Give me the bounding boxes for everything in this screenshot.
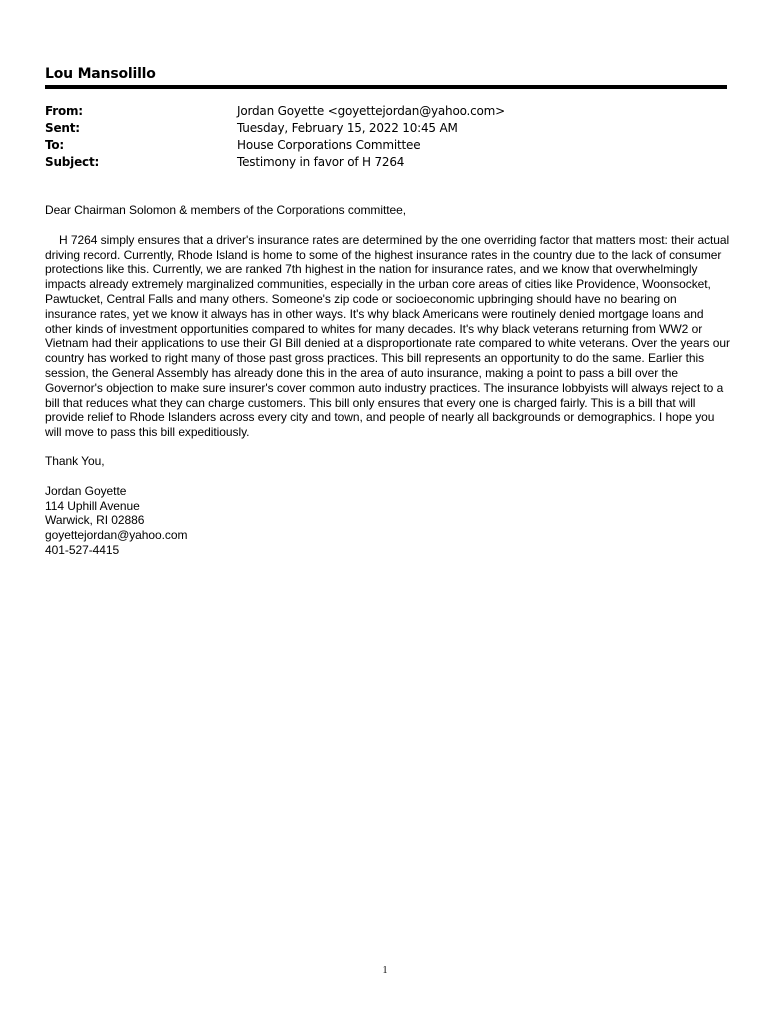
header-label-sent: Sent:	[45, 121, 80, 135]
signature-email: goyettejordan@yahoo.com	[45, 528, 188, 543]
header-row-sent	[45, 120, 705, 137]
email-headers	[45, 103, 705, 171]
header-value-from: Jordan Goyette <goyettejordan@yahoo.com>	[237, 104, 506, 118]
header-label-subject: Subject:	[45, 155, 100, 169]
signature-name: Jordan Goyette	[45, 483, 127, 498]
email-body	[45, 203, 730, 558]
signature-city: Warwick, RI 02886	[45, 513, 145, 528]
header-divider	[45, 85, 727, 89]
header-row-from	[45, 103, 705, 120]
signature-phone: 401-527-4415	[45, 542, 120, 557]
closing: Thank You,	[45, 453, 105, 468]
signature-street: 114 Uphill Avenue	[45, 498, 140, 513]
sender-name: Lou Mansolillo	[45, 66, 156, 82]
salutation: Dear Chairman Solomon & members of the Corporations committee,	[45, 203, 407, 217]
testimony-paragraph: H 7264 simply ensures that a driver's insurance rates are determined by the one overriding factor that matters most: their actual driving record. Currently, Rhode Island is home to some of the highest insurance rates in the country due to the lack of consumer protections like this. Currently, we are ranked 7th highest in the nation for insurance rates, and we know that overwhelmingly impacts already extremely marginalized communities, especially in the urban core areas of cities like Providence, Woonsocket, Pawtucket, Central Falls and many others. Someone's zip code or socioeconomic upbringing should have no bearing on insurance rates, yet we know it always has in other ways. It's why black Americans were routinely denied mortgage loans and other kinds of investment opportunities compared to whites for many decades. It's why black veterans returning from WW2 or Vietnam had their applications to use their GI Bill denied at a disproportionate rate compared to white veterans. Over the years our country has worked to right many of those past gross practices. This bill represents an opportunity to do the same. Earlier this session, the General Assembly has already done this in the area of auto insurance, making a point to pass a bill over the Governor's objection to make sure insurer's cover common auto industry practices. The insurance lobbyists will always reject to a bill that reduces what they can charge customers. This bill only ensures that every one is charged fairly. This is a bill that will provide relief to Rhode Islanders across every city and town, and people of nearly all backgrounds or demographics. I hope you will move to pass this bill expeditiously.	[45, 232, 730, 440]
header-value-to: House Corporations Committee	[237, 138, 421, 152]
page-number: 1	[382, 965, 388, 976]
header-label-to: To:	[45, 138, 65, 152]
header-value-sent: Tuesday, February 15, 2022 10:45 AM	[237, 121, 458, 135]
header-row-subject	[45, 154, 705, 171]
header-value-subject: Testimony in favor of H 7264	[237, 155, 405, 169]
header-label-from: From:	[45, 104, 83, 118]
header-row-to	[45, 137, 705, 154]
signature-block	[45, 484, 730, 558]
